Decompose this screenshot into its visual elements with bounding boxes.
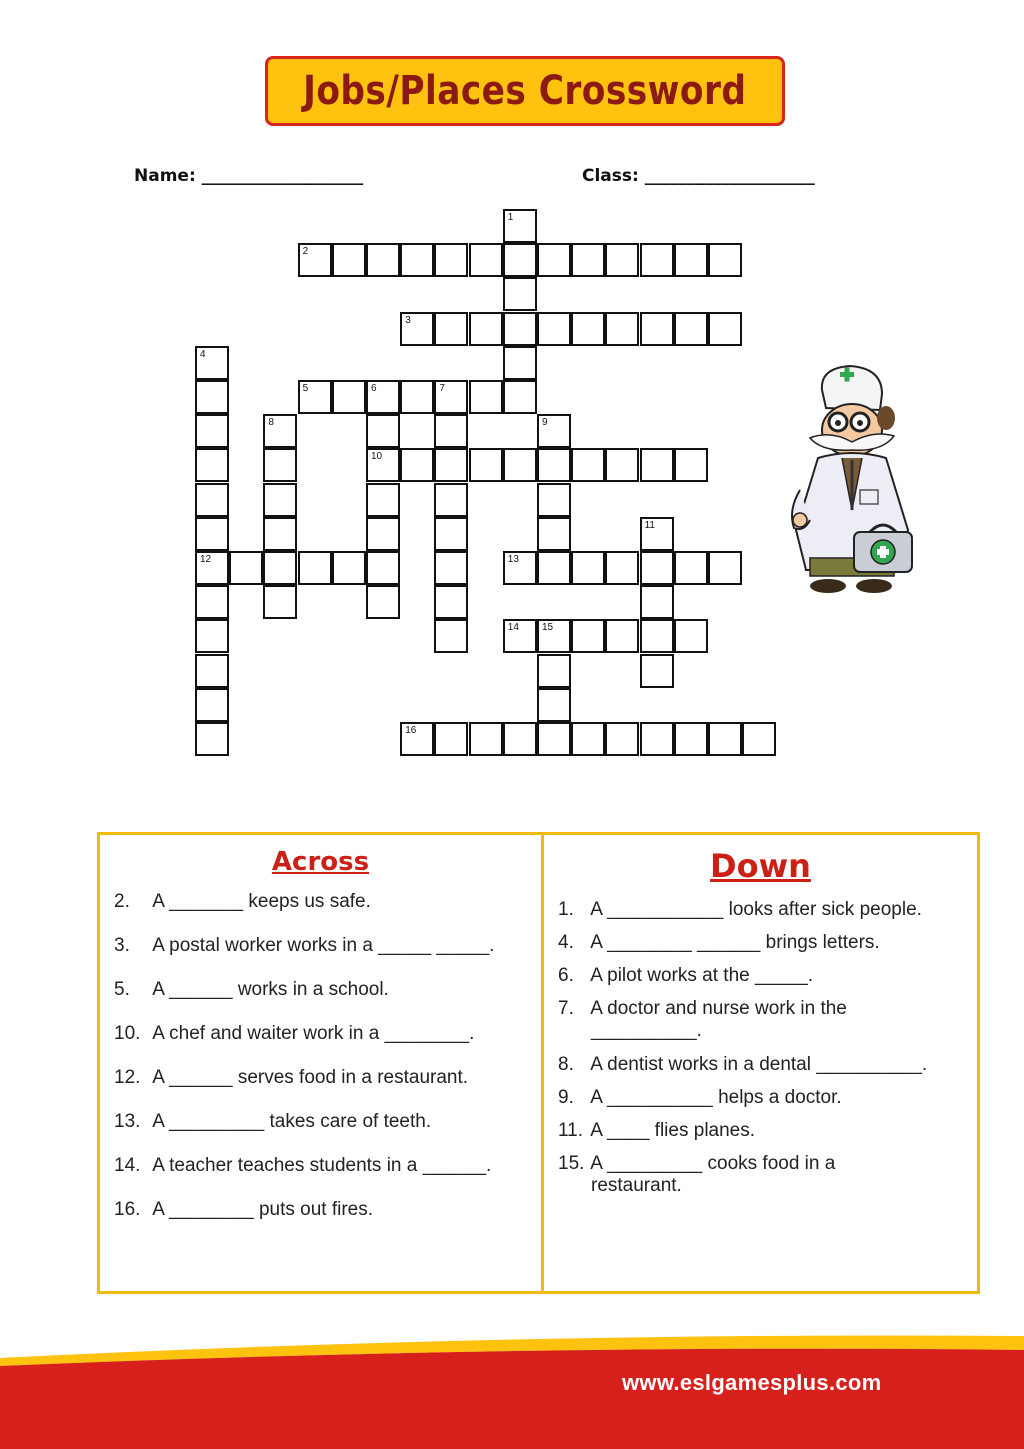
crossword-cell[interactable] bbox=[434, 585, 468, 619]
clue-item bbox=[558, 932, 880, 954]
clue-text: A ________ puts out fires. bbox=[148, 1199, 374, 1220]
clue-item bbox=[558, 899, 922, 921]
clue-item bbox=[558, 965, 813, 987]
crossword-cell[interactable] bbox=[571, 722, 605, 756]
crossword-cell[interactable] bbox=[503, 209, 537, 243]
crossword-cell[interactable] bbox=[400, 448, 434, 482]
clue-item bbox=[114, 1067, 468, 1089]
crossword-cell[interactable] bbox=[298, 551, 332, 585]
clue-item bbox=[114, 891, 371, 913]
crossword-cell[interactable] bbox=[640, 448, 674, 482]
crossword-cell[interactable] bbox=[366, 483, 400, 517]
crossword-cell[interactable] bbox=[708, 243, 742, 277]
across-panel bbox=[97, 832, 544, 1294]
crossword-cell[interactable] bbox=[605, 551, 639, 585]
clue-item bbox=[558, 1153, 835, 1197]
clue-text: A doctor and nurse work in the bbox=[586, 998, 847, 1019]
clue-number: 11 bbox=[644, 519, 655, 531]
crossword-cell[interactable] bbox=[640, 312, 674, 346]
crossword-cell[interactable] bbox=[263, 551, 297, 585]
crossword-cell[interactable] bbox=[640, 243, 674, 277]
crossword-cell[interactable] bbox=[195, 483, 229, 517]
crossword-cell[interactable] bbox=[537, 688, 571, 722]
crossword-cell[interactable] bbox=[263, 414, 297, 448]
clue-text: A postal worker works in a _____ _____. bbox=[148, 935, 495, 956]
crossword-cell[interactable] bbox=[503, 243, 537, 277]
clue-item bbox=[114, 935, 494, 957]
clue-number: 4. bbox=[558, 932, 574, 953]
crossword-cell[interactable] bbox=[503, 380, 537, 414]
clue-text: A ___________ looks after sick people. bbox=[586, 899, 922, 920]
crossword-cell[interactable] bbox=[571, 551, 605, 585]
crossword-cell[interactable] bbox=[537, 312, 571, 346]
clue-item bbox=[114, 1111, 431, 1133]
crossword-cell[interactable] bbox=[605, 619, 639, 653]
crossword-cell[interactable] bbox=[332, 243, 366, 277]
clue-number: 4 bbox=[200, 348, 206, 360]
crossword-cell[interactable] bbox=[503, 312, 537, 346]
crossword-cell[interactable] bbox=[605, 312, 639, 346]
class-field[interactable]: Class: ____________________ bbox=[582, 166, 815, 186]
crossword-cell[interactable] bbox=[537, 517, 571, 551]
clue-number: 9. bbox=[558, 1087, 574, 1108]
crossword-cell[interactable] bbox=[537, 483, 571, 517]
clue-number: 13. bbox=[114, 1111, 141, 1132]
clue-text: A pilot works at the _____. bbox=[586, 965, 814, 986]
clue-number: 2 bbox=[302, 246, 309, 258]
crossword-cell[interactable] bbox=[571, 243, 605, 277]
crossword-cell[interactable] bbox=[263, 483, 297, 517]
crossword-cell[interactable] bbox=[263, 448, 297, 482]
crossword-cell[interactable] bbox=[640, 722, 674, 756]
clue-number: 1. bbox=[558, 899, 574, 920]
crossword-cell[interactable] bbox=[400, 722, 434, 756]
crossword-cell[interactable] bbox=[434, 312, 468, 346]
clue-text: A ______ serves food in a restaurant. bbox=[148, 1067, 469, 1088]
clue-number: 14 bbox=[507, 622, 519, 634]
crossword-cell[interactable] bbox=[366, 551, 400, 585]
crossword-cell[interactable] bbox=[195, 551, 229, 585]
crossword-cell[interactable] bbox=[229, 551, 263, 585]
crossword-cell[interactable] bbox=[195, 619, 229, 653]
footer-url[interactable]: www.eslgamesplus.com bbox=[622, 1370, 882, 1395]
clue-number: 12 bbox=[200, 554, 212, 565]
crossword-cell[interactable] bbox=[537, 654, 571, 688]
clue-number: 7. bbox=[558, 998, 574, 1019]
clue-text: A chef and waiter work in a ________. bbox=[148, 1023, 475, 1044]
clue-item bbox=[114, 1155, 491, 1177]
clue-item bbox=[558, 998, 847, 1042]
crossword-cell[interactable] bbox=[434, 551, 468, 585]
crossword-cell[interactable] bbox=[674, 722, 708, 756]
clue-number: 3 bbox=[405, 314, 411, 326]
clue-number: 15. bbox=[558, 1153, 585, 1174]
crossword-cell[interactable] bbox=[605, 722, 639, 756]
crossword-cell[interactable] bbox=[195, 380, 229, 414]
crossword-cell[interactable] bbox=[195, 654, 229, 688]
crossword-cell[interactable] bbox=[503, 448, 537, 482]
crossword-cell[interactable] bbox=[332, 551, 366, 585]
clue-item bbox=[114, 1023, 474, 1045]
crossword-cell[interactable] bbox=[195, 448, 229, 482]
crossword-cell[interactable] bbox=[298, 243, 332, 277]
crossword-cell[interactable] bbox=[708, 312, 742, 346]
name-field[interactable]: Name: ___________________ bbox=[134, 166, 364, 186]
clue-text: A _________ cooks food in a bbox=[586, 1153, 836, 1174]
clue-text-continued: restaurant. bbox=[591, 1175, 682, 1196]
crossword-cell[interactable] bbox=[434, 722, 468, 756]
crossword-cell[interactable] bbox=[195, 517, 229, 551]
clue-text: A dentist works in a dental __________. bbox=[586, 1054, 928, 1075]
crossword-cell[interactable] bbox=[503, 619, 537, 653]
clue-item bbox=[114, 979, 389, 1001]
across-heading: Across bbox=[271, 847, 370, 877]
crossword-cell[interactable] bbox=[674, 551, 708, 585]
crossword-cell[interactable] bbox=[640, 585, 674, 619]
crossword-cell[interactable] bbox=[434, 380, 468, 414]
crossword-cell[interactable] bbox=[537, 448, 571, 482]
clue-text: A _________ takes care of teeth. bbox=[148, 1111, 432, 1132]
crossword-cell[interactable] bbox=[195, 688, 229, 722]
crossword-cell[interactable] bbox=[195, 722, 229, 756]
crossword-cell[interactable] bbox=[195, 414, 229, 448]
clue-text: A ________ ______ brings letters. bbox=[586, 932, 880, 953]
crossword-cell[interactable] bbox=[537, 243, 571, 277]
down-heading: Down bbox=[710, 847, 811, 885]
crossword-cell[interactable] bbox=[503, 346, 537, 380]
clue-number: 2. bbox=[114, 891, 130, 912]
clue-number: 14. bbox=[114, 1155, 141, 1176]
crossword-cell[interactable] bbox=[366, 517, 400, 551]
clue-number: 10 bbox=[371, 451, 383, 463]
down-panel bbox=[541, 832, 980, 1294]
crossword-cell[interactable] bbox=[605, 243, 639, 277]
clue-number: 9 bbox=[542, 417, 548, 429]
clue-text: A ______ works in a school. bbox=[148, 979, 389, 1000]
crossword-cell[interactable] bbox=[708, 722, 742, 756]
clue-text: A teacher teaches students in a ______. bbox=[148, 1155, 492, 1176]
clue-number: 16 bbox=[405, 725, 417, 736]
crossword-cell[interactable] bbox=[503, 722, 537, 756]
crossword-cell[interactable] bbox=[674, 448, 708, 482]
crossword-cell[interactable] bbox=[434, 414, 468, 448]
clue-number: 8. bbox=[558, 1054, 574, 1075]
crossword-cell[interactable] bbox=[640, 551, 674, 585]
crossword-cell[interactable] bbox=[469, 312, 503, 346]
crossword-cell[interactable] bbox=[366, 380, 400, 414]
clue-number: 7 bbox=[439, 383, 445, 394]
crossword-cell[interactable] bbox=[640, 654, 674, 688]
crossword-cell[interactable] bbox=[640, 619, 674, 653]
clue-item bbox=[558, 1120, 755, 1142]
clue-number: 8 bbox=[268, 417, 274, 429]
doctor-illustration bbox=[770, 360, 920, 600]
crossword-cell[interactable] bbox=[366, 585, 400, 619]
clue-number: 5. bbox=[114, 979, 130, 1000]
crossword-cell[interactable] bbox=[674, 619, 708, 653]
clue-number: 6 bbox=[371, 383, 377, 394]
crossword-cell[interactable] bbox=[434, 517, 468, 551]
crossword-cell[interactable] bbox=[674, 312, 708, 346]
crossword-cell[interactable] bbox=[469, 722, 503, 756]
crossword-cell[interactable] bbox=[366, 448, 400, 482]
crossword-cell[interactable] bbox=[571, 619, 605, 653]
crossword-cell[interactable] bbox=[708, 551, 742, 585]
crossword-cell[interactable] bbox=[366, 243, 400, 277]
crossword-cell[interactable] bbox=[469, 380, 503, 414]
crossword-cell[interactable] bbox=[400, 312, 434, 346]
clue-text: A ____ flies planes. bbox=[586, 1120, 756, 1141]
crossword-cell[interactable] bbox=[434, 483, 468, 517]
clue-number: 15 bbox=[542, 622, 554, 634]
crossword-cell[interactable] bbox=[366, 414, 400, 448]
crossword-cell[interactable] bbox=[503, 277, 537, 311]
crossword-cell[interactable] bbox=[434, 448, 468, 482]
clue-number: 5 bbox=[302, 383, 309, 394]
crossword-cell[interactable] bbox=[640, 517, 674, 551]
crossword-cell[interactable] bbox=[469, 243, 503, 277]
clue-text: A _______ keeps us safe. bbox=[148, 891, 371, 912]
clue-number: 11. bbox=[558, 1120, 584, 1141]
clue-number: 1 bbox=[507, 212, 514, 223]
crossword-cell[interactable] bbox=[434, 619, 468, 653]
clue-number: 12. bbox=[114, 1067, 141, 1088]
clue-item bbox=[558, 1087, 842, 1109]
clue-number: 3. bbox=[114, 935, 130, 956]
crossword-cell[interactable] bbox=[195, 346, 229, 380]
crossword-cell[interactable] bbox=[571, 312, 605, 346]
crossword-cell[interactable] bbox=[537, 414, 571, 448]
clue-number: 10. bbox=[114, 1023, 141, 1044]
clue-item bbox=[558, 1054, 927, 1076]
crossword-cell[interactable] bbox=[298, 380, 332, 414]
clue-text-continued: __________. bbox=[591, 1020, 702, 1041]
crossword-cell[interactable] bbox=[605, 448, 639, 482]
crossword-cell[interactable] bbox=[400, 380, 434, 414]
crossword-cell[interactable] bbox=[434, 243, 468, 277]
crossword-cell[interactable] bbox=[503, 551, 537, 585]
crossword-cell[interactable] bbox=[571, 448, 605, 482]
crossword-cell[interactable] bbox=[332, 380, 366, 414]
crossword-cell[interactable] bbox=[263, 517, 297, 551]
crossword-cell[interactable] bbox=[537, 619, 571, 653]
crossword-cell[interactable] bbox=[263, 585, 297, 619]
crossword-cell[interactable] bbox=[537, 722, 571, 756]
crossword-cell[interactable] bbox=[537, 551, 571, 585]
crossword-cell[interactable] bbox=[195, 585, 229, 619]
clue-item bbox=[114, 1199, 373, 1221]
clue-text: A __________ helps a doctor. bbox=[586, 1087, 842, 1108]
crossword-cell[interactable] bbox=[742, 722, 776, 756]
crossword-cell[interactable] bbox=[674, 243, 708, 277]
clue-number: 13 bbox=[507, 554, 519, 565]
crossword-cell[interactable] bbox=[400, 243, 434, 277]
crossword-cell[interactable] bbox=[469, 448, 503, 482]
clue-number: 16. bbox=[114, 1199, 141, 1220]
clue-number: 6. bbox=[558, 965, 574, 986]
page-title: Jobs/Places Crossword bbox=[303, 68, 747, 114]
